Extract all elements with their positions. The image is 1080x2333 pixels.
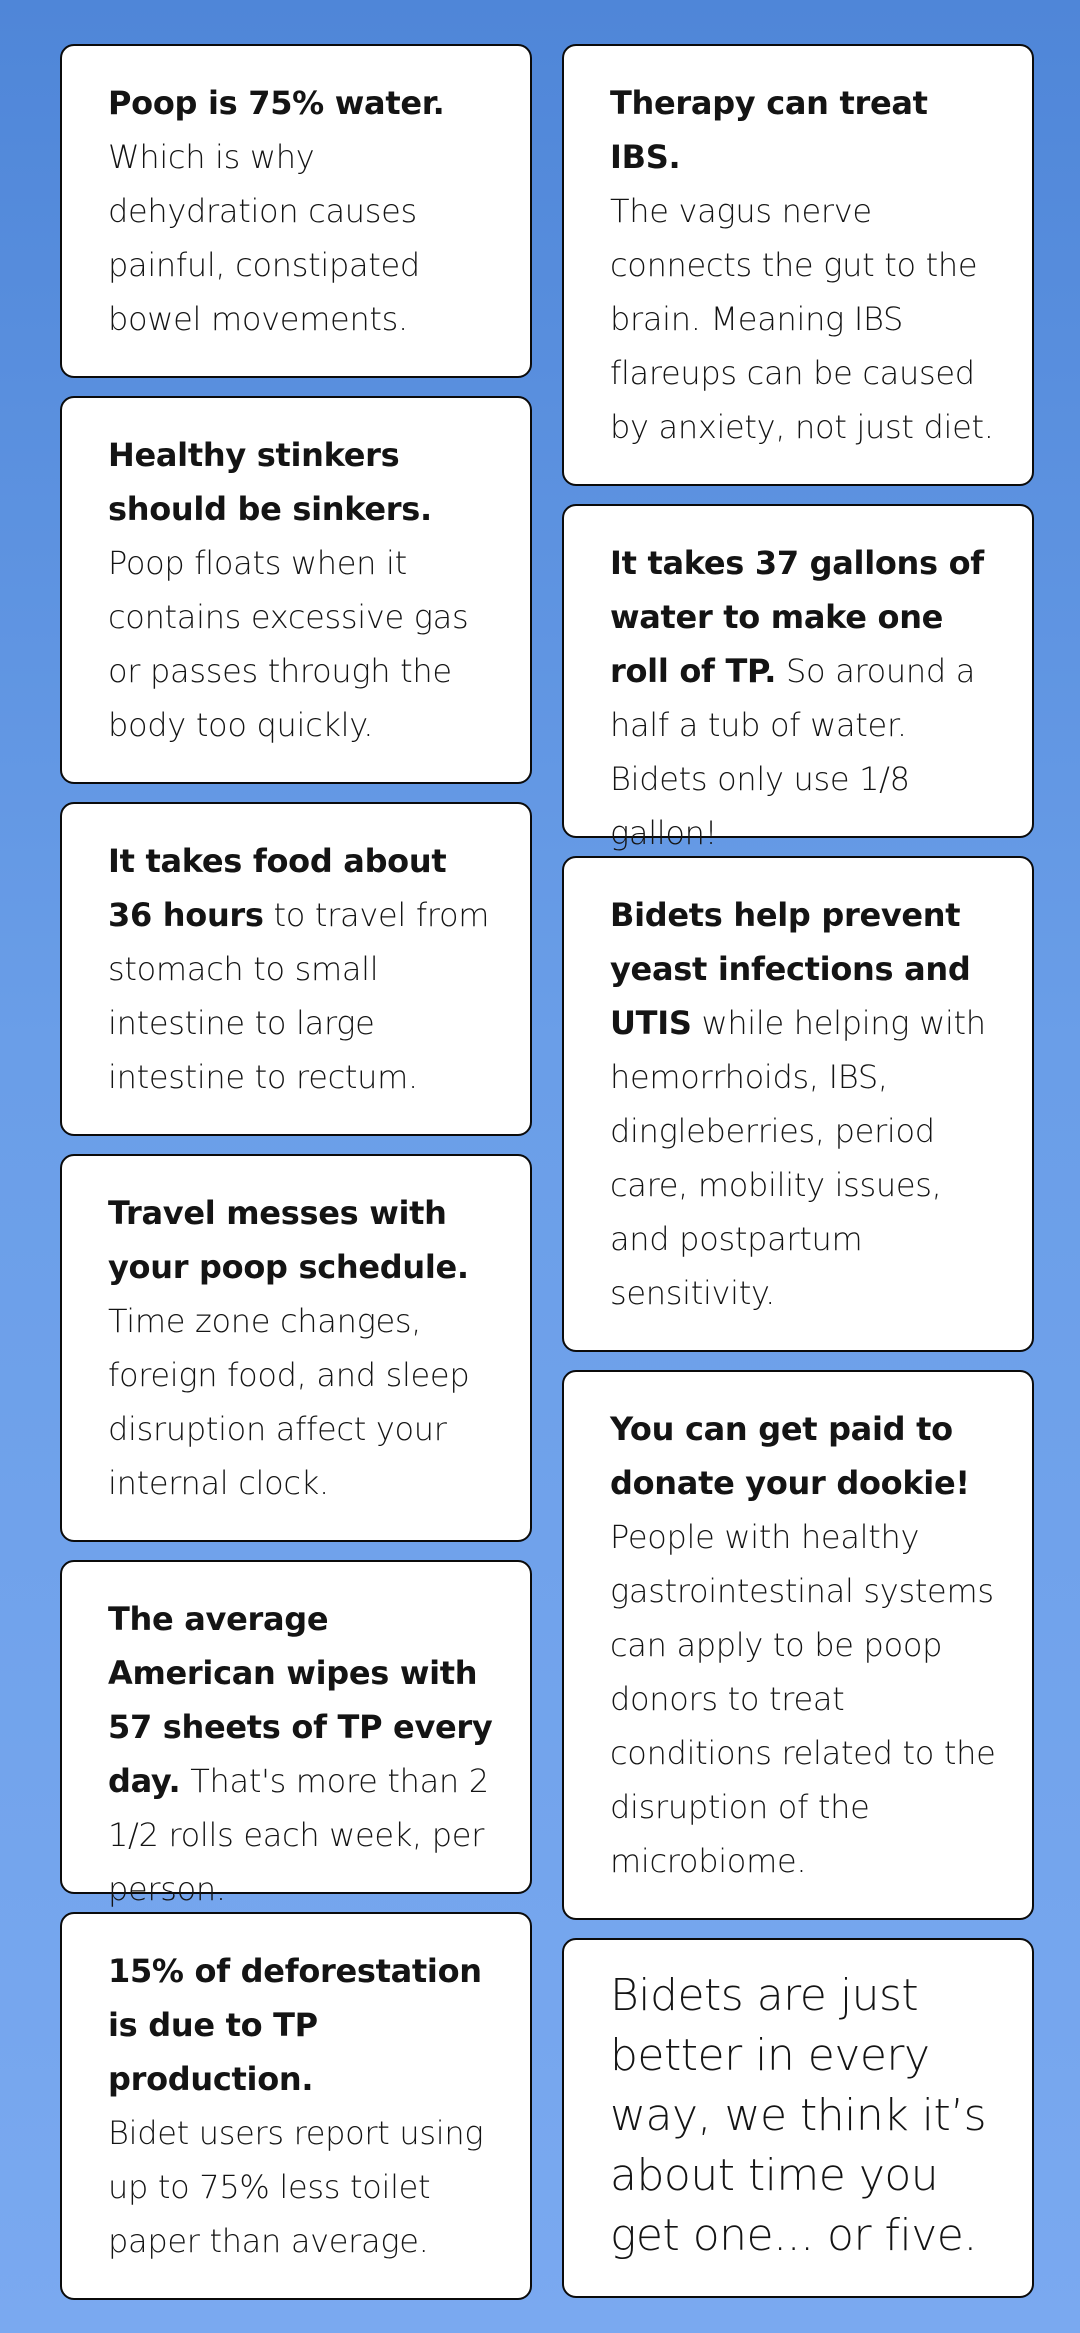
fact-card-water [60, 44, 532, 378]
fact-card-deforestation [60, 1912, 532, 2300]
fact-title: Poop is 75% water. [108, 84, 445, 122]
right-column [562, 44, 1034, 2316]
fact-body: Bidet users report using up to 75% less toilet paper than average. [108, 2114, 484, 2260]
fact-body: The vagus nerve connects the gut to the brain. Meaning IBS flareups can be caused by anxiety, not just diet. [610, 192, 994, 446]
left-column [60, 44, 532, 2318]
fact-body: while helping with hemorrhoids, IBS, dingleberries, period care, mobility issues, and postpartum sensitivity. [610, 1004, 986, 1312]
fact-title: Therapy can treat IBS. [610, 84, 928, 176]
fact-card-sinkers [60, 396, 532, 784]
fact-card-tp-usage [60, 1560, 532, 1908]
fact-title: It takes food about 36 hours [108, 842, 447, 934]
fact-body: Poop floats when it contains excessive gas or passes through the body too quickly. [108, 544, 469, 744]
fact-body: to travel from stomach to small intestine to large intestine to rectum. [108, 896, 490, 1096]
fact-card-bidet-health [562, 856, 1034, 1352]
fact-card-poop-donor [562, 1370, 1034, 1920]
fact-card-travel [60, 1154, 532, 1542]
fact-title: It takes 37 gallons of water to make one roll of TP. [610, 544, 984, 690]
fact-body: That's more than 2 1/2 rolls each week, per person. [108, 1762, 489, 1908]
fact-title: Healthy stinkers should be sinkers. [108, 436, 432, 528]
fact-title: Bidets help prevent yeast infections and UTIS [610, 896, 971, 1042]
fact-body: People with healthy gastrointestinal systems can apply to be poop donors to treat conditions related to the disruption of the microbiome. [610, 1518, 996, 1880]
fact-card-therapy-ibs [562, 44, 1034, 486]
fact-body: Which is why dehydration causes painful, constipated bowel movements. [108, 138, 420, 338]
closing-card [562, 1938, 1034, 2298]
fact-title: The average American wipes with 57 sheets of TP every day. [108, 1600, 493, 1800]
closing-text: Bidets are just better in every way, we think it’s about time you get one... or five. [610, 1970, 987, 2261]
fact-body: So around a half a tub of water. Bidets only use 1/8 gallon! [610, 652, 976, 852]
fact-card-digestion-time [60, 802, 532, 1136]
fact-title: You can get paid to donate your dookie! [610, 1410, 970, 1502]
fact-title: Travel messes with your poop schedule. [108, 1194, 469, 1286]
fact-title: 15% of deforestation is due to TP production. [108, 1952, 482, 2098]
fact-body: Time zone changes, foreign food, and sleep disruption affect your internal clock. [108, 1302, 470, 1502]
fact-card-tp-water [562, 504, 1034, 852]
